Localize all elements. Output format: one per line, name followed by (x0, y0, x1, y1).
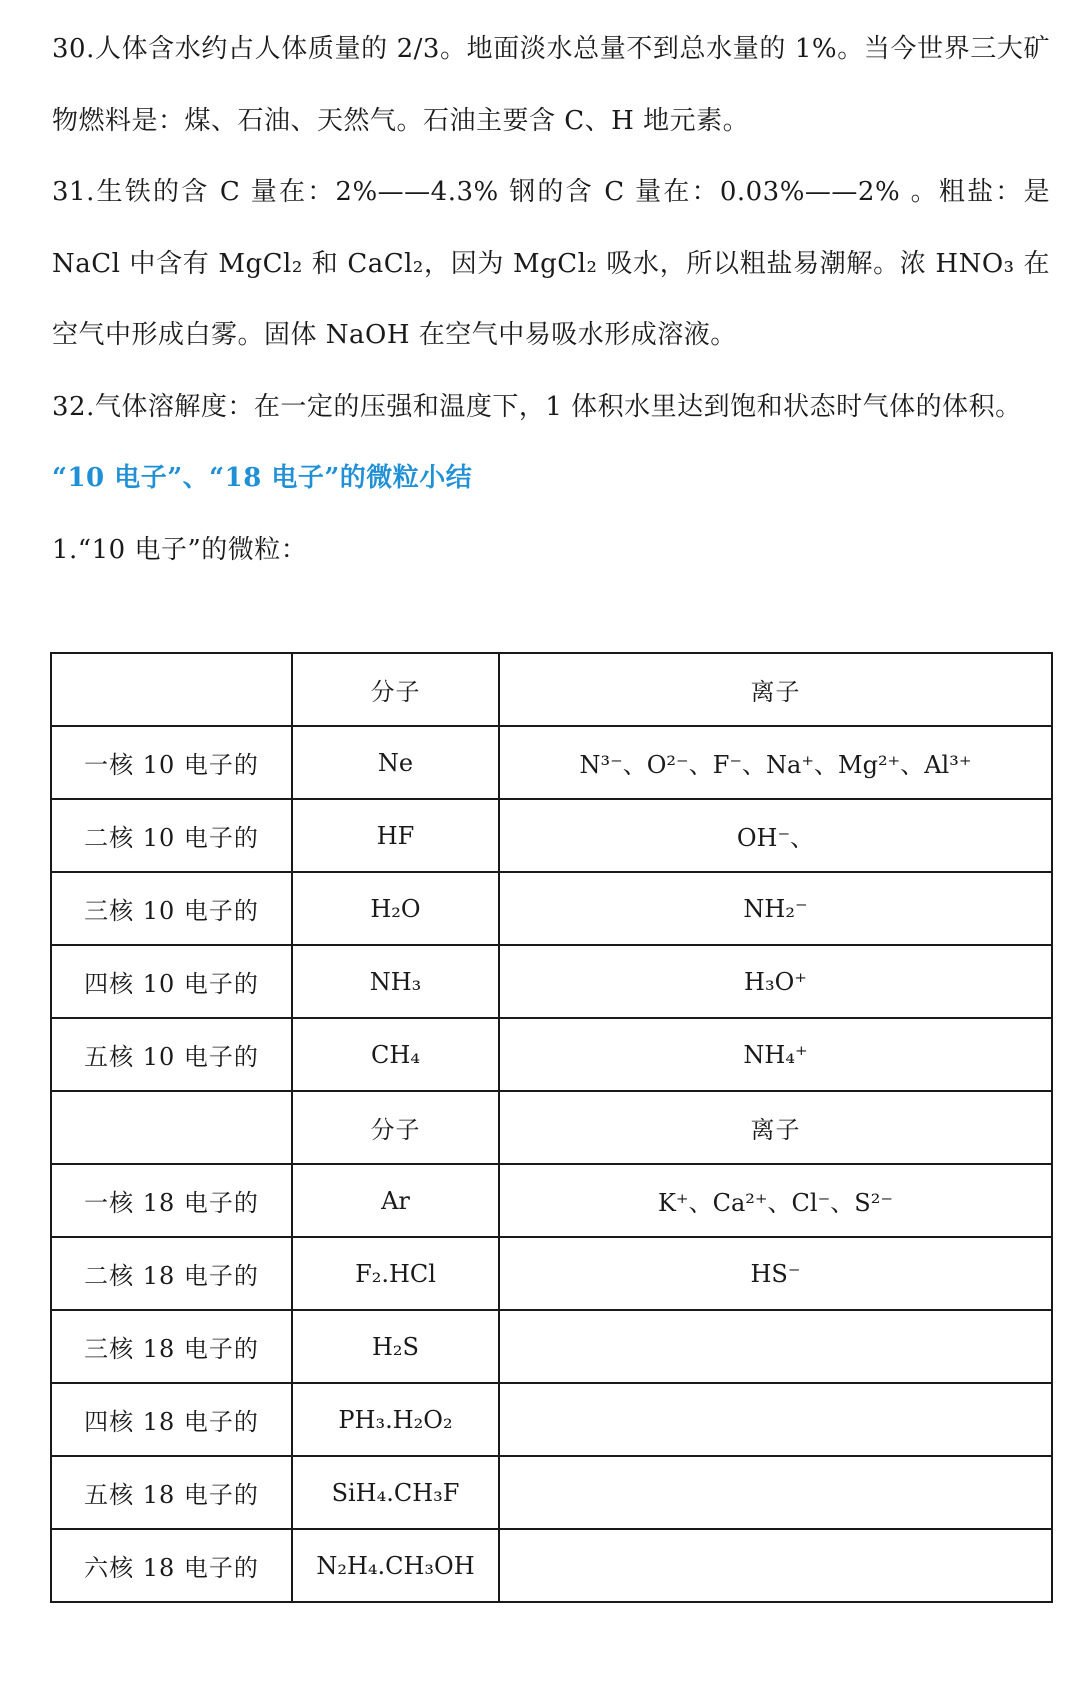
row-label (51, 1091, 292, 1164)
ion-cell: HS⁻ (499, 1237, 1052, 1310)
section-heading: “10 电子”、“18 电子”的微粒小结 (52, 463, 473, 493)
row-label: 三核 18 电子的 (51, 1310, 292, 1383)
molecule-cell: H₂O (292, 872, 499, 945)
row-label: 六核 18 电子的 (51, 1529, 292, 1602)
row-label: 二核 18 电子的 (51, 1237, 292, 1310)
molecule-cell: SiH₄.CH₃F (292, 1456, 499, 1529)
column-header-ion: 离子 (499, 653, 1052, 726)
paragraph-31: 31.生铁的含 C 量在：2%——4.3% 钢的含 C 量在：0.03%——2% 。粗盐：是 NaCl 中含有 MgCl₂ 和 CaCl₂，因为 MgCl₂ 吸水，所以粗盐易潮解。浓 HNO₃ 在空气中形成白雾。固体 NaOH 在空气中易吸水形成溶液。 (52, 177, 1050, 350)
ion-cell (499, 1310, 1052, 1383)
column-header-ion: 离子 (499, 1091, 1052, 1164)
row-label: 三核 10 电子的 (51, 872, 292, 945)
table-row (51, 1383, 1052, 1456)
table-row (51, 799, 1052, 872)
paragraph-30: 30.人体含水约占人体质量的 2/3。地面淡水总量不到总水量的 1%。当今世界三大矿物燃料是：煤、石油、天然气。石油主要含 C、H 地元素。 (52, 34, 1050, 136)
ion-cell: OH⁻、 (499, 799, 1052, 872)
column-header-molecule: 分子 (292, 1091, 499, 1164)
row-label: 一核 10 电子的 (51, 726, 292, 799)
electron-particles-table (50, 652, 1053, 1603)
ion-cell: K⁺、Ca²⁺、Cl⁻、S²⁻ (499, 1164, 1052, 1237)
ion-cell: H₃O⁺ (499, 945, 1052, 1018)
table-row (51, 1164, 1052, 1237)
molecule-cell: PH₃.H₂O₂ (292, 1383, 499, 1456)
table-row (51, 1529, 1052, 1602)
molecule-cell: H₂S (292, 1310, 499, 1383)
ion-cell: N³⁻、O²⁻、F⁻、Na⁺、Mg²⁺、Al³⁺ (499, 726, 1052, 799)
ion-cell (499, 1456, 1052, 1529)
ion-cell: NH₂⁻ (499, 872, 1052, 945)
ion-cell (499, 1529, 1052, 1602)
row-label: 五核 18 电子的 (51, 1456, 292, 1529)
row-label: 一核 18 电子的 (51, 1164, 292, 1237)
table-row (51, 1018, 1052, 1091)
table-row (51, 872, 1052, 945)
table-row (51, 1091, 1052, 1164)
table-row (51, 1310, 1052, 1383)
document-page (52, 14, 1050, 586)
ion-cell (499, 1383, 1052, 1456)
paragraph-32: 32.气体溶解度：在一定的压强和温度下，1 体积水里达到饱和状态时气体的体积。 (52, 391, 1022, 422)
table-row (51, 1456, 1052, 1529)
table-row (51, 1237, 1052, 1310)
row-label (51, 653, 292, 726)
subheading-10-electron: 1.“10 电子”的微粒： (52, 534, 308, 565)
row-label: 五核 10 电子的 (51, 1018, 292, 1091)
row-label: 二核 10 电子的 (51, 799, 292, 872)
table-row (51, 945, 1052, 1018)
table-row (51, 653, 1052, 726)
column-header-molecule: 分子 (292, 653, 499, 726)
molecule-cell: HF (292, 799, 499, 872)
molecule-cell: NH₃ (292, 945, 499, 1018)
molecule-cell: Ar (292, 1164, 499, 1237)
ion-cell: NH₄⁺ (499, 1018, 1052, 1091)
row-label: 四核 18 电子的 (51, 1383, 292, 1456)
row-label: 四核 10 电子的 (51, 945, 292, 1018)
molecule-cell: CH₄ (292, 1018, 499, 1091)
molecule-cell: F₂.HCl (292, 1237, 499, 1310)
molecule-cell: Ne (292, 726, 499, 799)
molecule-cell: N₂H₄.CH₃OH (292, 1529, 499, 1602)
table-row (51, 726, 1052, 799)
